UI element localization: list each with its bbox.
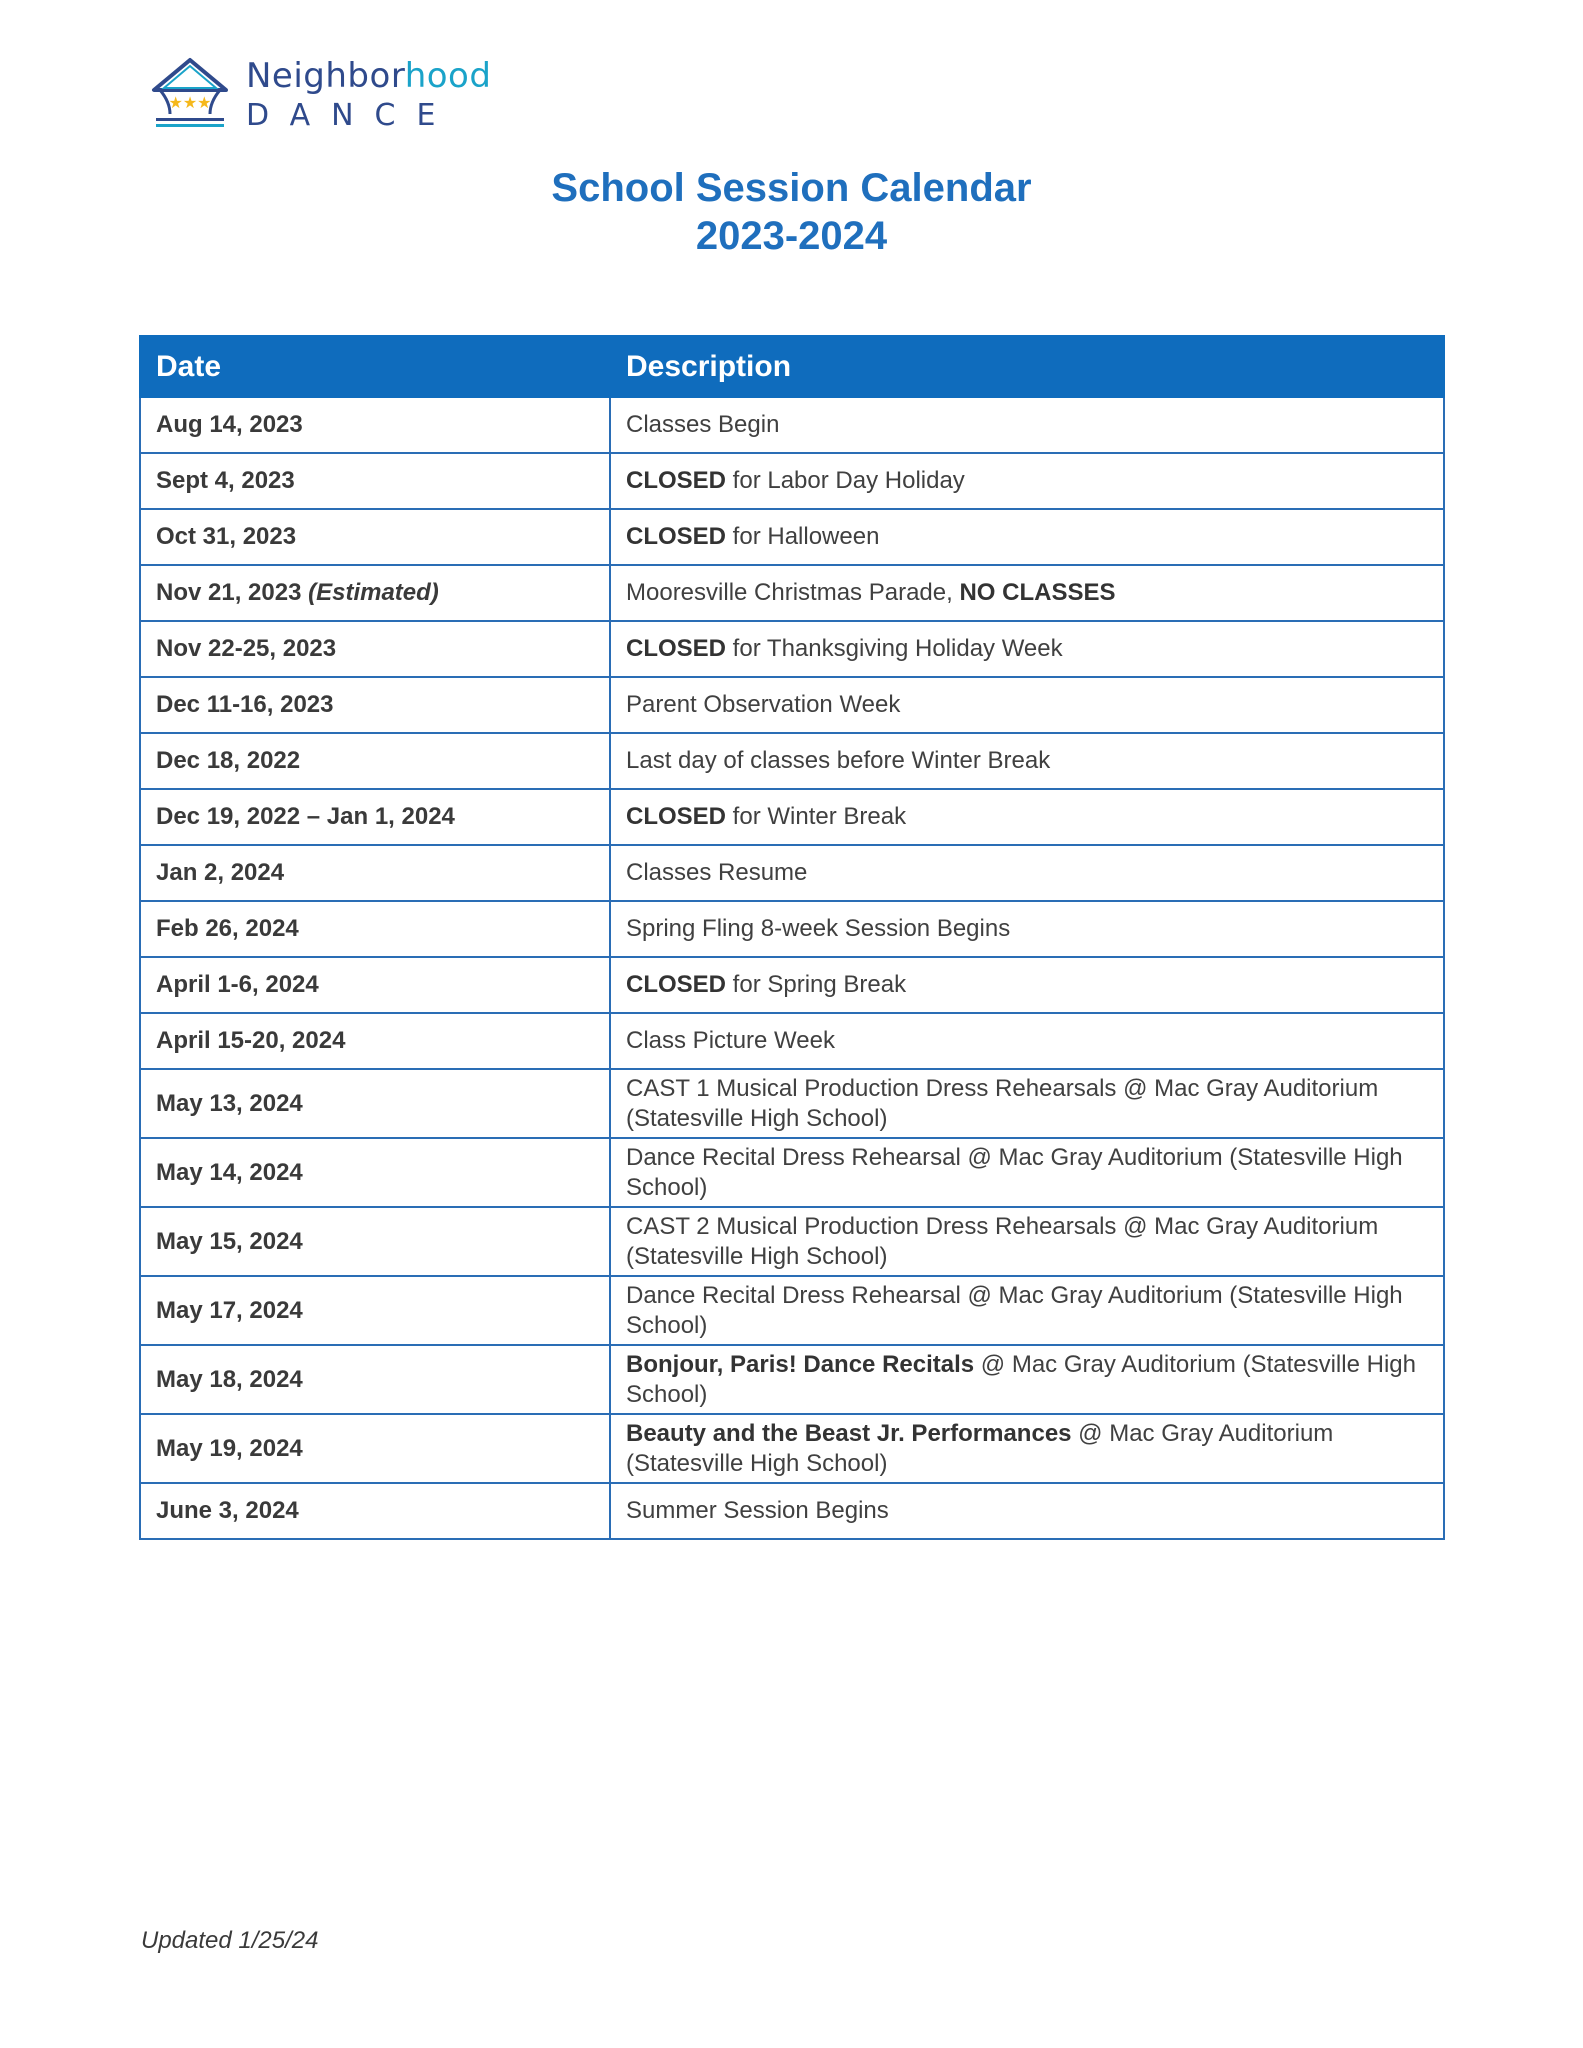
- description-cell: CLOSED for Spring Break: [610, 957, 1444, 1013]
- description-cell: CLOSED for Thanksgiving Holiday Week: [610, 621, 1444, 677]
- date-cell: Sept 4, 2023: [140, 453, 610, 509]
- date-cell: May 18, 2024: [140, 1345, 610, 1414]
- description-cell: CLOSED for Halloween: [610, 509, 1444, 565]
- date-cell: April 1-6, 2024: [140, 957, 610, 1013]
- description-cell: Dance Recital Dress Rehearsal @ Mac Gray Auditorium (Statesville High School): [610, 1138, 1444, 1207]
- table-row: [140, 789, 1444, 845]
- column-header-description: Description: [610, 336, 1444, 397]
- description-cell: CLOSED for Labor Day Holiday: [610, 453, 1444, 509]
- description-cell: Classes Resume: [610, 845, 1444, 901]
- description-cell: Beauty and the Beast Jr. Performances @ Mac Gray Auditorium (Statesville High School): [610, 1414, 1444, 1483]
- date-cell: May 19, 2024: [140, 1414, 610, 1483]
- description-cell: CLOSED for Winter Break: [610, 789, 1444, 845]
- description-cell: Bonjour, Paris! Dance Recitals @ Mac Gray Auditorium (Statesville High School): [610, 1345, 1444, 1414]
- table-row: [140, 509, 1444, 565]
- table-row: [140, 1207, 1444, 1276]
- date-cell: Dec 19, 2022 – Jan 1, 2024: [140, 789, 610, 845]
- table-row: [140, 1069, 1444, 1138]
- date-cell: May 17, 2024: [140, 1276, 610, 1345]
- table-row: [140, 1414, 1444, 1483]
- date-cell: Oct 31, 2023: [140, 509, 610, 565]
- description-cell: Spring Fling 8-week Session Begins: [610, 901, 1444, 957]
- table-row: [140, 1138, 1444, 1207]
- description-cell: CAST 1 Musical Production Dress Rehearsals @ Mac Gray Auditorium (Statesville High School): [610, 1069, 1444, 1138]
- page-subtitle-year: 2023-2024: [695, 214, 888, 258]
- date-cell: June 3, 2024: [140, 1483, 610, 1539]
- table-row: [140, 845, 1444, 901]
- date-cell: May 14, 2024: [140, 1138, 610, 1207]
- date-cell: May 13, 2024: [140, 1069, 610, 1138]
- description-cell: Summer Session Begins: [610, 1483, 1444, 1539]
- date-cell: April 15-20, 2024: [140, 1013, 610, 1069]
- description-cell: Last day of classes before Winter Break: [610, 733, 1444, 789]
- page-title: School Session Calendar: [551, 166, 1032, 210]
- date-cell: Dec 18, 2022: [140, 733, 610, 789]
- description-cell: Classes Begin: [610, 397, 1444, 453]
- table-row: [140, 733, 1444, 789]
- logo-wordmark-dance: DANCE: [246, 98, 457, 133]
- session-calendar-table: [139, 335, 1445, 1540]
- table-row: [140, 1483, 1444, 1539]
- date-cell: Aug 14, 2023: [140, 397, 610, 453]
- date-cell: May 15, 2024: [140, 1207, 610, 1276]
- estimated-note: (Estimated): [308, 579, 439, 606]
- date-cell: Nov 22-25, 2023: [140, 621, 610, 677]
- description-cell: Dance Recital Dress Rehearsal @ Mac Gray Auditorium (Statesville High School): [610, 1276, 1444, 1345]
- date-cell: Feb 26, 2024: [140, 901, 610, 957]
- updated-date-note: Updated 1/25/24: [141, 1927, 319, 1954]
- date-cell: Dec 11-16, 2023: [140, 677, 610, 733]
- table-row: [140, 453, 1444, 509]
- logo-wordmark-neighborhood: Neighborhood: [246, 56, 492, 96]
- date-cell: Jan 2, 2024: [140, 845, 610, 901]
- svg-text:★★★: ★★★: [168, 93, 212, 112]
- table-row: [140, 957, 1444, 1013]
- description-cell: CAST 2 Musical Production Dress Rehearsals @ Mac Gray Auditorium (Statesville High School): [610, 1207, 1444, 1276]
- table-row: [140, 901, 1444, 957]
- tent-stars-icon: [150, 56, 230, 132]
- table-row: [140, 397, 1444, 453]
- description-cell: Mooresville Christmas Parade, NO CLASSES: [610, 565, 1444, 621]
- description-cell: Parent Observation Week: [610, 677, 1444, 733]
- neighborhood-dance-logo: [150, 56, 490, 136]
- table-header-row: [140, 336, 1444, 397]
- table-row: [140, 565, 1444, 621]
- table-row: [140, 621, 1444, 677]
- table-row: [140, 677, 1444, 733]
- description-cell: Class Picture Week: [610, 1013, 1444, 1069]
- table-row: [140, 1276, 1444, 1345]
- table-row: [140, 1345, 1444, 1414]
- date-cell: Nov 21, 2023 (Estimated): [140, 565, 610, 621]
- column-header-date: Date: [140, 336, 610, 397]
- table-row: [140, 1013, 1444, 1069]
